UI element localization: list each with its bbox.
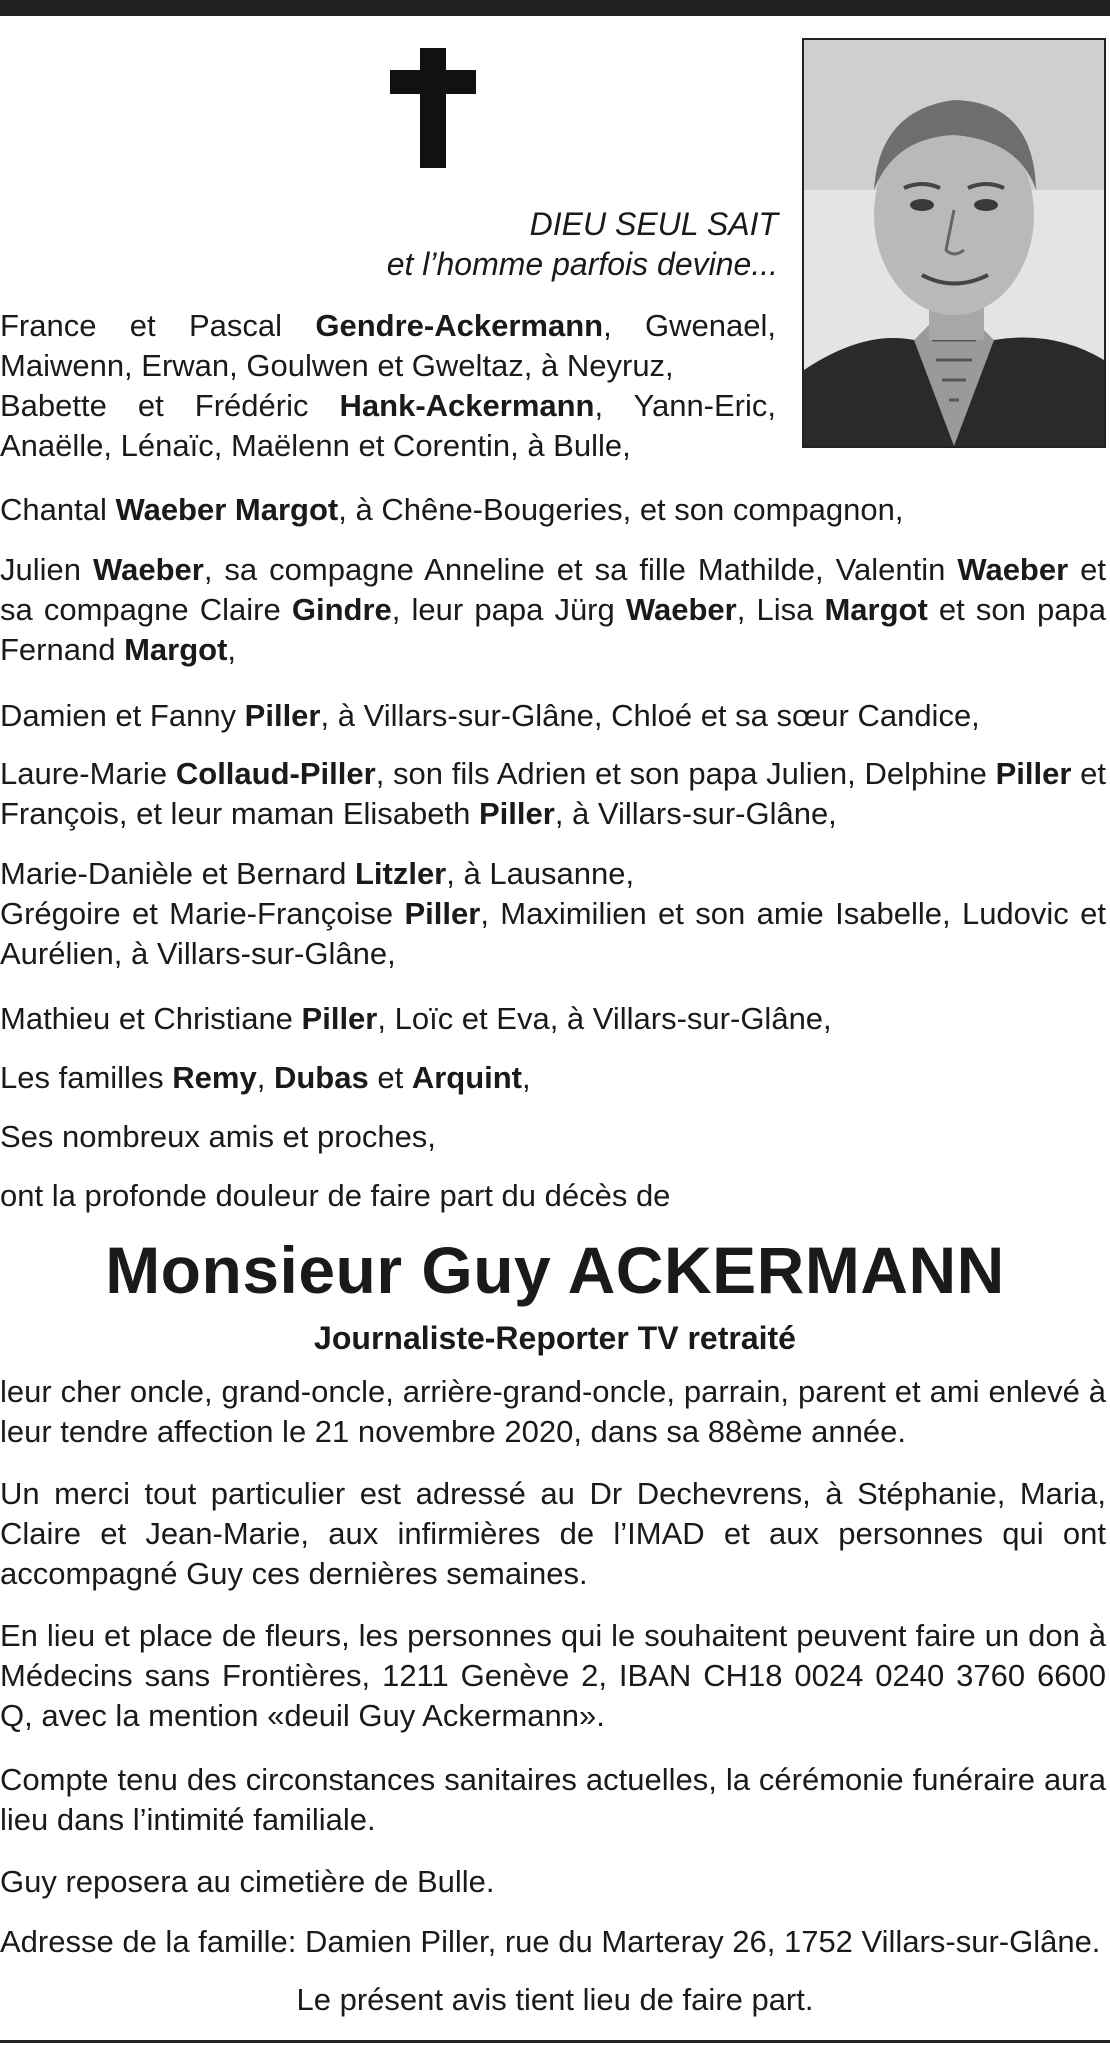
family-gendre: France et Pascal Gendre-Ackermann, Gwenael, Maiwenn, Erwan, Goulwen et Gweltaz, à Neyruz, [0,308,776,383]
deceased-name: Monsieur Guy ACKERMANN [105,1233,1005,1307]
family-marie: Marie-Danièle et Bernard Litzler, à Lausanne, [0,856,635,891]
body-p3: En lieu et place de fleurs, les personnes qui le souhaitent peuvent faire un don à Médecins sans Frontières, 1211 Genève 2, IBAN CH18 0024 0240 3760 6600 Q, avec la mention «deuil Guy Ackermann». [0,1618,1106,1733]
motto-line-1: DIEU SEUL SAIT [529,206,778,242]
body-p4: Compte tenu des circonstances sanitaires actuelles, la cérémonie funéraire aura lieu dans l’intimité familiale. [0,1762,1106,1837]
family-chantal: Chantal Waeber Margot, à Chêne-Bougeries, et son compagnon, [0,492,904,527]
family-amis: Ses nombreux amis et proches, [0,1119,436,1154]
motto [260,204,778,284]
family-damien: Damien et Fanny Piller, à Villars-sur-Glâne, Chloé et sa sœur Candice, [0,698,980,733]
cross-icon [390,48,476,168]
body-p5: Guy reposera au cimetière de Bulle. [0,1864,495,1899]
family-hank: Babette et Frédéric Hank-Ackermann, Yann-Eric, Anaëlle, Lénaïc, Maëlenn et Corentin, à Bulle, [0,388,777,463]
family-litzler-gregoire [0,854,1106,974]
family-laure: Laure-Marie Collaud-Piller, son fils Adrien et son papa Julien, Delphine Piller et François, et leur maman Elisabeth Piller, à Villars-sur-Glâne, [0,756,1106,831]
family-familles: Les familles Remy, Dubas et Arquint, [0,1060,531,1095]
announcement-intro: ont la profonde douleur de faire part du décès de [0,1178,671,1213]
deceased-title: Journaliste-Reporter TV retraité [314,1320,796,1356]
family-mathieu: Mathieu et Christiane Piller, Loïc et Eva, à Villars-sur-Glâne, [0,1001,832,1036]
body-p1: leur cher oncle, grand-oncle, arrière-grand-oncle, parrain, parent et ami enlevé à leur tendre affection le 21 novembre 2020, dans sa 88ème année. [0,1374,1106,1449]
family-julien: Julien Waeber, sa compagne Anneline et sa fille Mathilde, Valentin Waeber et sa compagne Claire Gindre, leur papa Jürg Waeber, Lisa Margot et son papa Fernand Margot, [0,552,1107,667]
bottom-border [0,2040,1110,2043]
body-p2: Un merci tout particulier est adressé au Dr Dechevrens, à Stéphanie, Maria, Claire et Jean-Marie, aux infirmières de l’IMAD et aux personnes qui ont accompagné Guy ces dernières semaines. [0,1476,1106,1591]
body-p6: Adresse de la famille: Damien Piller, rue du Marteray 26, 1752 Villars-sur-Glâne. [0,1924,1101,1959]
body-p7: Le présent avis tient lieu de faire part. [296,1982,814,2017]
top-border [0,0,1110,16]
portrait-photo [802,38,1106,448]
motto-line-2: et l’homme parfois devine... [386,246,778,282]
family-gregoire: Grégoire et Marie-Françoise Piller, Maximilien et son amie Isabelle, Ludovic et Aurélien, à Villars-sur-Glâne, [0,896,1107,971]
family-gendre-hank [0,306,776,466]
